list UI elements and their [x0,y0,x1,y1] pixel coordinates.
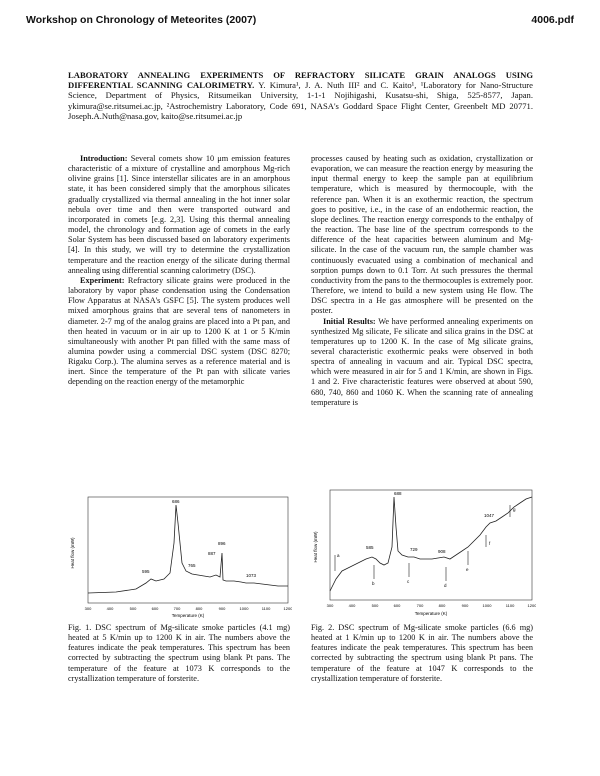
fig2-peak-label: 585 [366,545,374,550]
affiliations: ¹Laboratory for Nano-Structure Science, Department of Physics, Ritsumeikan University, 1-1-1 Nojihigashi, Kusatsu-shi, Shiga, 525-8577, Japan. ykimura@se.ritsumei.ac.jp, ²Astrochemistry Laboratory, Code 691, NASA's Goddard Space Flight Center, Greenbelt MD 20771. Joseph.A.Nuth@nasa.gov, kaito@se.ritsumei.ac.jp [68,80,533,121]
experiment-paragraph [68,276,290,388]
authors: Y. Kimura¹, J. A. Nuth III² and C. Kaito¹, [258,80,417,91]
running-header-right: 4006.pdf [531,14,574,26]
experiment-text: Refractory silicate grains were produced in the laboratory by vapor phase condensation using the Condensation Flow Apparatus at NASA's GSFC [5]. The system produces well mixed amorphous grains that are several tens of nanometers in diameter. 2-7 mg of the analog grains are placed into a Pt pan, and then heated in vacuum or in air up to 1200 K at 1 or 5 K/min simultaneously with another Pt pan filled with the same mass of alumina powder using a commercial DSC system (DSC 8270; Rigaku Corp.). The alumina serves as a reference material and is inert. Since the temperature of the Pt pan with silicate varies depending on the reaction energy of the metamorphic [68,275,290,387]
fig2-marker: d [444,583,447,588]
fig1-ylabel: Heat flow (mW) [70,537,75,569]
right-column [311,154,533,408]
fig2-frame [330,490,532,600]
fig1-tick: 1200 [283,606,292,611]
fig2-xlabel: Temperature (K) [414,611,448,616]
results-paragraph [311,317,533,408]
fig1-tick: 900 [218,606,226,611]
fig1-xlabel: Temperature (K) [171,613,205,618]
fig1-tick: 800 [195,606,203,611]
intro-heading: Introduction: [80,154,128,163]
left-column [68,154,290,388]
fig2-tick: 1100 [505,603,515,608]
fig1-tick: 300 [84,606,92,611]
fig1-peak-label: 686 [172,499,180,504]
fig2-tick: 600 [393,603,401,608]
fig2-ylabel: Heat flow (mW) [313,531,318,563]
fig2-peak-label: 688 [394,491,402,496]
intro-paragraph [68,154,290,276]
fig1-tick: 1000 [239,606,249,611]
fig2-tick: 900 [461,603,469,608]
fig2-tick: 1200 [527,603,536,608]
fig2-peak-label: 1047 [484,513,495,518]
fig1-tick: 400 [106,606,114,611]
fig1-peak-label: 887 [208,551,216,556]
fig1-tick: 700 [173,606,181,611]
fig1-tick: 600 [151,606,159,611]
paper-title: LABORATORY ANNEALING EXPERIMENTS OF REFRACTORY SILICATE GRAIN ANALOGS USING DIFFERENTIAL SCANNING CALORIMETRY. [68,70,533,91]
fig2-tick: 700 [416,603,424,608]
continued-paragraph: processes caused by heating such as oxidation, crystallization or evaporation, we can measure the reaction energy by measuring the input thermal energy to keep the sample pan at equilibrium temperature, which is measured by thermocouple, with the reference pan. When it is an exothermic reaction, the spectrum goes to positive, i.e., in the case of an endothermic reaction, the slope declines. The reaction energy corresponds to the enthalpy of the reaction. The base line of the spectrum corresponds to the difference of the heat capacities between aluminum and Mg-silicate. In the case of the vacuum run, the sample chamber was continuously evacuated using a combination of mechanical and sorption pumps down to 0.1 Torr. At such pressures the thermal conductivity from the pans to the thermocouples is extremely poor. Therefore, we intend to build a new system using He flow. The DSC spectra in a He gas atmosphere will be presented on the poster. [311,154,533,316]
fig1-peak-label: 1073 [246,573,257,578]
fig1-peak-label: 896 [218,541,226,546]
fig2-marker: f [489,541,491,546]
figure-1-caption: Fig. 1. DSC spectrum of Mg-silicate smoke particles (4.1 mg) heated at 5 K/min up to 1200 K in air. The numbers above the features indicate the peak temperatures. This spectrum has been corrected by subtracting the spectrum using blank Pt pans. The temperature of the feature at 1073 K corresponds to the crystallization temperature of forsterite. [68,623,290,683]
figure-2-chart [310,487,536,620]
figure-2-caption: Fig. 2. DSC spectrum of Mg-silicate smoke particles (6.6 mg) heated at 1 K/min up to 1200 K in air. The numbers above the features indicate the peak temperatures. This spectrum has been corrected by subtracting the spectrum using blank Pt pans. The temperature of the feature at 1047 K corresponds to the crystallization temperature of forsterite. [311,623,533,683]
fig1-dsc-curve [88,505,288,593]
experiment-heading: Experiment: [80,275,125,285]
fig2-peak-label: 908 [438,549,446,554]
figure-1-chart [66,493,292,620]
fig2-marker: g [513,507,516,512]
fig2-dsc-curve [330,497,532,591]
fig2-marker: b [372,581,375,586]
fig2-marker: e [466,567,469,572]
fig2-tick: 500 [371,603,379,608]
fig2-tick: 1000 [482,603,492,608]
results-heading: Initial Results: [323,316,376,326]
fig2-tick: 300 [326,603,334,608]
results-text: We have performed annealing experiments on synthesized Mg silicate, Fe silicate and silica grains in the DSC at temperatures up to 1200 K. In the case of Mg silicate grains, several characteristic exothermic peaks were observed in both spectra of annealing in vacuum and air. Typical DSC spectra, which were measured in air for 5 and 1 K/min, are shown in Figs. 1 and 2. Five characteristic features were observed at about 590, 680, 740, 860 and 1060 K. When the scanning rate of annealing temperature is [311,316,533,407]
title-block [68,70,533,121]
fig1-frame [88,497,288,603]
fig2-marker: c [407,579,410,584]
fig1-tick: 1100 [261,606,271,611]
fig2-peak-label: 729 [410,547,418,552]
fig2-marker: a [337,553,340,558]
fig2-tick: 800 [438,603,446,608]
fig1-peak-label: 765 [188,563,196,568]
fig1-peak-label: 595 [142,569,150,574]
intro-text: Several comets show 10 μm emission features characteristic of a mixture of crystalline and amorphous Mg-rich olivine grains [1]. Since interstellar silicates are in an amorphous state, it has been considered simply that the amorphous silicates gradually crystallized via thermal annealing in the hot inner solar nebula over time and then were transported outward and incorporated in comets [e.g. 2,3]. Using this thermal annealing model, the chronology and formation age of comets in the early Solar System has been discussed based on laboratory experiments [4]. In this study, we will try to determine the crystallization temperature and the reaction energy of the silicate during thermal annealing using differential scanning calorimetry (DSC). [68,154,290,275]
fig2-tick: 400 [348,603,356,608]
running-header-left: Workshop on Chronology of Meteorites (2007) [26,14,257,26]
fig1-tick: 500 [129,606,137,611]
